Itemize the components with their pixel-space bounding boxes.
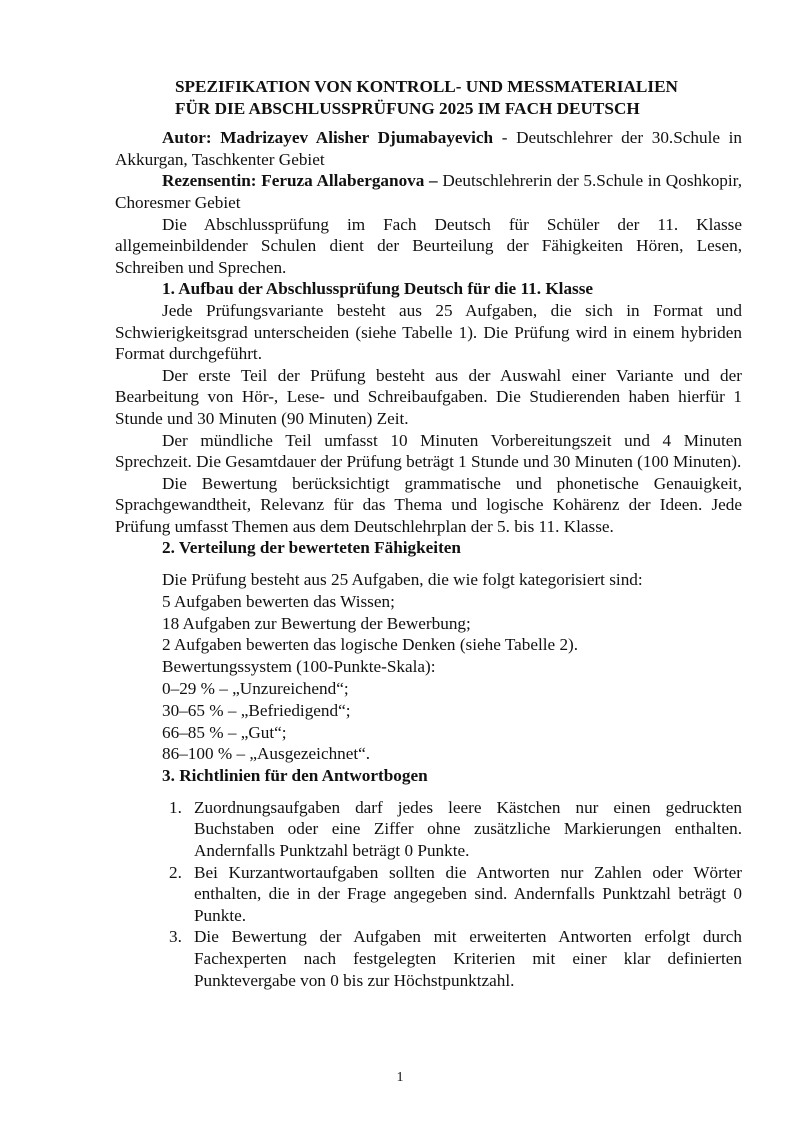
reviewer-paragraph — [115, 170, 742, 213]
list-item: 0–29 % – „Unzureichend“; — [162, 679, 349, 699]
reviewer-label: Rezensentin: Feruza Allaberganova – — [162, 171, 438, 191]
list-item: 66–85 % – „Gut“; — [162, 722, 287, 742]
section-3-list — [115, 797, 742, 991]
list-item — [115, 797, 742, 862]
section-2-heading: 2. Verteilung der bewerteten Fähigkeiten — [162, 538, 461, 558]
list-item: 18 Aufgaben zur Bewertung der Bewerbung; — [162, 613, 471, 633]
section-3-heading: 3. Richtlinien für den Antwortbogen — [162, 766, 428, 786]
list-item: 5 Aufgaben bewerten das Wissen; — [162, 591, 395, 611]
list-item: Die Prüfung besteht aus 25 Aufgaben, die wie folgt kategorisiert sind: — [162, 570, 643, 590]
list-item: 2 Aufgaben bewerten das logische Denken (siehe Tabelle 2). — [162, 635, 579, 655]
section-1-heading: 1. Aufbau der Abschlussprüfung Deutsch für die 11. Klasse — [162, 279, 594, 299]
list-item-text: Zuordnungsaufgaben darf jedes leere Kästchen nur einen gedruckten Buchstaben oder eine Ziffer ohne zusätzliche Markierungen enthalten. Andernfalls Punktzahl beträgt 0 Punkte. — [194, 797, 742, 861]
section-1-paragraph: Jede Prüfungsvariante besteht aus 25 Aufgaben, die sich in Format und Schwierigkeitsgrad unterscheiden (siehe Tabelle 1). Die Prüfung wird in einem hybriden Format durchgeführt. — [115, 300, 742, 364]
list-item-text: Bei Kurzantwortaufgaben sollten die Antworten nur Zahlen oder Wörter enthalten, die in der Frage angegeben sind. Andernfalls Punktzahl beträgt 0 Punkte. — [194, 862, 742, 925]
document-title — [115, 76, 742, 119]
list-item-number: 3. — [169, 927, 182, 947]
title-line-1: SPEZIFIKATION VON KONTROLL- UND MESSMATERIALIEN — [175, 77, 678, 96]
author-paragraph — [115, 127, 742, 170]
page-number: 1 — [396, 1070, 404, 1085]
reviewer-description: Deutschlehrerin der 5.Schule in Qoshkopir, Choresmer Gebiet — [115, 171, 742, 212]
section-1-paragraph: Der mündliche Teil umfasst 10 Minuten Vorbereitungszeit und 4 Minuten Sprechzeit. Die Gesamtdauer der Prüfung beträgt 1 Stunde und 30 Minuten (100 Minuten). — [115, 430, 742, 472]
list-item: Bewertungssystem (100-Punkte-Skala): — [162, 657, 436, 677]
title-line-2: FÜR DIE ABSCHLUSSPRÜFUNG 2025 IM FACH DEUTSCH — [175, 98, 640, 118]
list-item — [115, 926, 742, 991]
list-item: 86–100 % – „Ausgezeichnet“. — [162, 744, 371, 764]
author-description: - Deutschlehrer der 30.Schule in Akkurgan, Taschkenter Gebiet — [115, 128, 743, 169]
section-2-list — [115, 569, 742, 765]
intro-paragraph: Die Abschlussprüfung im Fach Deutsch für Schüler der 11. Klasse allgemeinbildender Schulen dient der Beurteilung der Fähigkeiten Hören, Lesen, Schreiben und Sprechen. — [115, 214, 742, 277]
list-item-text: Die Bewertung der Aufgaben mit erweiterten Antworten erfolgt durch Fachexperten nach festgelegten Kriterien mit einer klar definierten Punktevergabe von 0 bis zur Höchstpunktzahl. — [194, 927, 742, 990]
list-item-number: 1. — [169, 797, 182, 817]
author-label: Autor: Madrizayev Alisher Djumabayevich — [162, 128, 494, 148]
section-1-paragraph: Die Bewertung berücksichtigt grammatische und phonetische Genauigkeit, Sprachgewandtheit, Relevanz für das Thema und logische Kohärenz der Ideen. Jede Prüfung umfasst Themen aus dem Deutschlehrplan der 5. bis 11. Klasse. — [115, 473, 742, 536]
list-item — [115, 862, 742, 927]
list-item: 30–65 % – „Befriedigend“; — [162, 700, 351, 720]
section-1-paragraph: Der erste Teil der Prüfung besteht aus der Auswahl einer Variante und der Bearbeitung von Hör-, Lese- und Schreibaufgaben. Die Studierenden haben hierfür 1 Stunde und 30 Minuten (90 Minuten) Zeit. — [115, 365, 742, 428]
list-item-number: 2. — [169, 862, 182, 882]
